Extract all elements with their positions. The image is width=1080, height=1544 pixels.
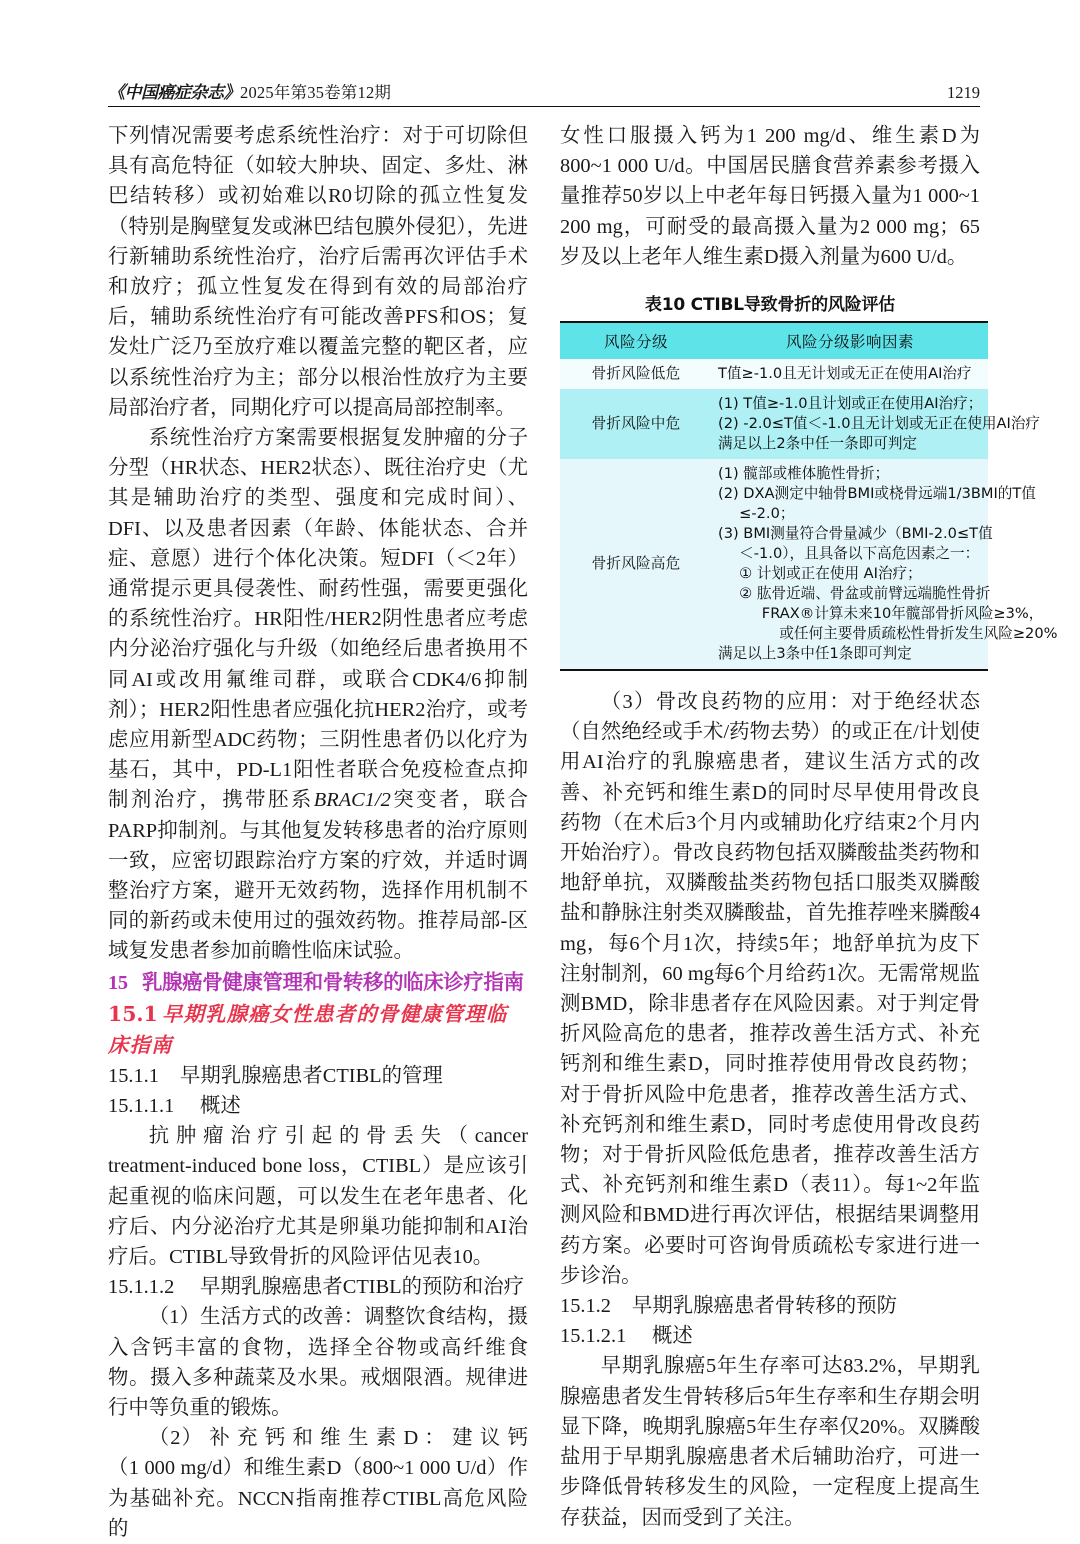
table-line: (2) -2.0≤T值＜-1.0且无计划或无正在使用AI治疗 <box>718 415 1041 433</box>
paragraph-systemic-therapy: 下列情况需要考虑系统性治疗：对于可切除但具有高危特征（如较大肿块、固定、多灶、淋巴结转移）或初始难以R0切除的孤立性复发（特别是胸壁复发或淋巴结包膜外侵犯），先进行新辅助系统性治疗，治疗后需再次评估手术和放疗；孤立性复发在得到有效的局部治疗后，辅助系统性治疗有可能改善PFS和OS；复发灶广泛乃至放疗难以覆盖完整的靶区者，应以系统性治疗为主；部分以根治性放疗为主要局部治疗者，同期化疗可以提高局部控制率。 <box>108 125 528 419</box>
para2-part-a: 系统性治疗方案需要根据复发肿瘤的分子分型（HR状态、HER2状态）、既往治疗史（尤其是辅助治疗的类型、强度和完成时间）、DFI、以及患者因素（年龄、体能状态、合并症、意愿）进行个体化决策。短DFI（＜2年）通常提示更具侵袭性、耐药性强，需要更强化的系统性治疗。HR阳性/HER2阴性患者应考虑内分泌治疗强化与升级（如绝经后患者换用不同AI或改用氟维司群，或联合CDK4/6抑制剂）；HER2阳性患者应强化抗HER2治疗，或考虑应用新型ADC药物；三阴性患者仍以化疗为基石，其中，PD-L1阳性者联合免疫检查点抑制剂治疗，携带胚系 <box>108 427 528 812</box>
paragraph-intake-recommendation: 女性口服摄入钙为1 200 mg/d、维生素D为800~1 000 U/d。中国居民膳食营养素参考摄入量推荐50岁以上中老年每日钙摄入量为1 000~1 200 mg，可耐受的最高摄入量为2 000 mg；65岁及以上老年人维生素D摄入剂量为600 U/d。 <box>560 125 980 268</box>
table-line: (1) T值≥-1.0且计划或正在使用AI治疗； <box>718 395 983 413</box>
gene-name-brac: BRAC1/2 <box>313 789 391 812</box>
heading-15-1-2-text: 早期乳腺癌患者骨转移的预防 <box>632 1295 898 1318</box>
table-line: 或任何主要骨质疏松性骨折发生风险≥20% <box>779 625 1058 643</box>
table-10-caption: 表10 CTIBL导致骨折的风险评估 <box>644 295 896 316</box>
right-column <box>560 121 1058 1533</box>
table-row <box>560 389 988 459</box>
heading-15-1-1-2 <box>108 1272 528 1302</box>
paragraph-molecular-subtype <box>108 423 528 967</box>
left-column <box>108 121 528 1544</box>
heading-15-1 <box>108 999 528 1061</box>
table-line: ＜-1.0），且具备以下高危因素之一： <box>739 545 980 563</box>
table-line: 满足以上3条中任1条即可判定 <box>718 645 912 663</box>
running-head <box>108 78 980 107</box>
heading-15-1-1-2-number: 15.1.1.2 <box>108 1276 175 1299</box>
risk-level-medium: 骨折风险中危 <box>560 389 712 459</box>
risk-factors-high <box>712 459 1058 670</box>
heading-15-1-2-1 <box>560 1321 980 1351</box>
col-header-risk-factors: 风险分级影响因素 <box>712 322 988 359</box>
heading-15-1-2-1-number: 15.1.2.1 <box>560 1325 627 1348</box>
heading-15-1-2 <box>560 1291 980 1321</box>
table-line: ① 计划或正在使用 AI治疗； <box>739 565 922 583</box>
paragraph-calcium-vitd: （2） 补 充 钙 和 维 生 素 D ： 建 议 钙（1 000 mg/d）和维生素D（800~1 000 U/d）作为基础补充。NCCN指南推荐CTIBL高危风险的 <box>108 1427 528 1540</box>
heading-15-1-1-number: 15.1.1 <box>108 1064 159 1087</box>
para2-part-b: 突变者，联合PARP抑制剂。与其他复发转移患者的治疗原则一致，应密切跟踪治疗方案的疗效，并适时调整治疗方案，避开无效药物，选择作用机制不同的新药或未使用过的强效药物。推荐局部-区域复发患者参加前瞻性临床试验。 <box>108 789 528 963</box>
heading-15-1-1 <box>108 1061 528 1091</box>
table-line: FRAX®计算未来10年髋部骨折风险≥3%， <box>761 605 1044 623</box>
table-header-row <box>560 322 988 359</box>
table-row <box>560 459 988 670</box>
risk-level-low: 骨折风险低危 <box>560 359 712 389</box>
page-number: 1219 <box>947 83 980 102</box>
paragraph-bone-metastasis-prevention: 早期乳腺癌5年生存率可达83.2%，早期乳腺癌患者发生骨转移后5年生存率和生存期会明显下降，晚期乳腺癌5年生存率仅20%。双膦酸盐用于早期乳腺癌患者术后辅助治疗，可进一步降低骨转移发生的风险，一定程度上提高生存获益，因而受到了关注。 <box>560 1355 980 1529</box>
paragraph-bone-modifying-agents: （3）骨改良药物的应用：对于绝经状态（自然绝经或手术/药物去势）的或正在/计划使用AI治疗的乳腺癌患者，建议生活方式的改善、补充钙和维生素D的同时尽早使用骨改良药物（在术后3个月内或辅助化疗结束2个月内开始治疗）。骨改良药物包括双膦酸盐类药物和地舒单抗，双膦酸盐类药物包括口服类双膦酸盐和静脉注射类双膦酸盐，首先推荐唑来膦酸4 mg，每6个月1次，持续5年；地舒单抗为皮下注射制剂，60 mg每6个月给药1次。无需常规监测BMD，除非患者存在风险因素。对于判定骨折风险高危的患者，推荐改善生活方式、补充钙剂和维生素D，同时推荐使用骨改良药物；对于骨折风险中危患者，推荐改善生活方式、补充钙剂和维生素D，同时考虑使用骨改良药物；对于骨折风险低危患者，推荐改善生活方式、补充钙剂和维生素D（表11）。每1~2年监测风险和BMD进行再次评估，根据结果调整用药方案。必要时可咨询骨质疏松专家进行进一步诊治。 <box>560 691 980 1287</box>
two-column-body <box>108 121 1058 1544</box>
heading-15-1-number: 15.1 <box>108 1001 158 1026</box>
table-line: (2) DXA测定中轴骨BMI或桡骨远端1/3BMI的T值 <box>718 485 1036 503</box>
issue-info: 2025年第35卷第12期 <box>240 83 392 102</box>
table-body <box>560 359 1058 670</box>
heading-15-number: 15 <box>108 971 128 994</box>
running-head-left <box>108 78 391 103</box>
table-head <box>560 322 988 359</box>
risk-factors-low <box>712 359 988 389</box>
table-row <box>560 359 988 389</box>
risk-level-high: 骨折风险高危 <box>560 459 712 670</box>
table-10-wrapper <box>560 290 1058 671</box>
table-line: ② 肱骨近端、骨盆或前臂远端脆性骨折 <box>739 585 991 603</box>
heading-15-1-1-2-text: 早期乳腺癌患者CTIBL的预防和治疗 <box>200 1276 524 1299</box>
heading-15-1-2-1-text: 概述 <box>652 1325 693 1348</box>
risk-factors-medium <box>712 389 1041 459</box>
table-line: T值≥-1.0且无计划或无正在使用AI治疗 <box>718 365 972 383</box>
journal-title: 《中国癌症杂志》 <box>108 83 240 103</box>
heading-15 <box>108 967 528 999</box>
table-line: (3) BMI测量符合骨量减少（BMI-2.0≤T值 <box>718 525 993 543</box>
table-line: 满足以上2条中任一条即可判定 <box>718 435 918 453</box>
heading-15-text: 乳腺癌骨健康管理和骨转移的临床诊疗指南 <box>142 969 524 994</box>
table-10-risk-assessment <box>560 321 1058 671</box>
heading-15-1-1-1-text: 概述 <box>200 1094 241 1117</box>
heading-15-1-text: 早期乳腺癌女性患者的骨健康管理临床指南 <box>108 1001 508 1057</box>
heading-15-1-1-1-number: 15.1.1.1 <box>108 1094 175 1117</box>
paragraph-lifestyle: （1）生活方式的改善：调整饮食结构，摄入含钙丰富的食物，选择全谷物或高纤维食物。摄入多种蔬菜及水果。戒烟限酒。规律进行中等负重的锻炼。 <box>108 1306 528 1419</box>
heading-15-1-1-text: 早期乳腺癌患者CTIBL的管理 <box>180 1064 443 1087</box>
paragraph-ctibl-overview: 抗肿瘤治疗引起的骨丢失（cancer treatment-induced bone loss，CTIBL）是应该引起重视的临床问题，可以发生在老年患者、化疗后、内分泌治疗尤其是卵巢功能抑制和AI治疗后。CTIBL导致骨折的风险评估见表10。 <box>108 1125 528 1268</box>
table-line: ≤-2.0； <box>739 505 795 523</box>
heading-15-1-1-1 <box>108 1091 528 1121</box>
heading-15-1-2-number: 15.1.2 <box>560 1295 611 1318</box>
col-header-risk-level: 风险分级 <box>560 322 712 359</box>
table-line: (1) 髋部或椎体脆性骨折； <box>718 465 890 483</box>
